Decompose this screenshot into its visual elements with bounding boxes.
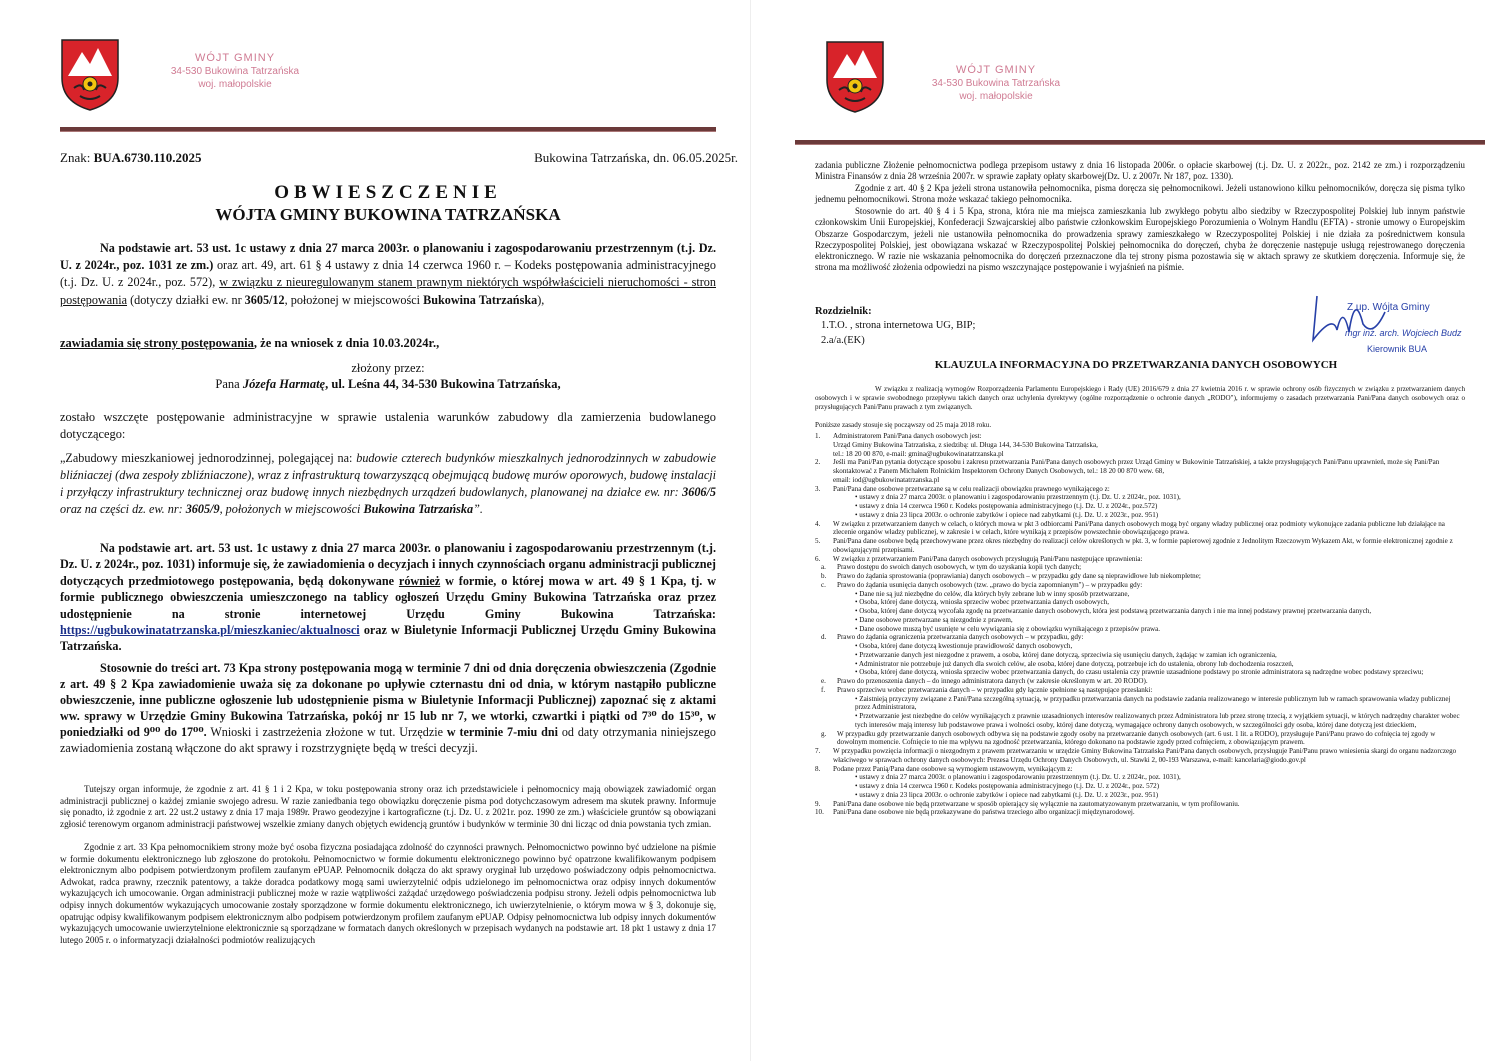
signature-title: Kierownik BUA bbox=[1367, 344, 1428, 354]
power-of-attorney-notice: Zgodnie z art. 33 Kpa pełnomocnikiem strony może być osoba fizyczna posiadająca zdolność do czynności prawnych. Pełnomocnictwo powinno być udzielone na piśmie w formie dokumentu elektronicznego lub zgłoszone do protokołu. Pełnomocnictwo w formie dokumentu elektronicznego powinno być opatrzone kwalifikowanym podpisem elektronicznym albo podpisem potwierdzonym profilem zaufanym ePUAP. Pełnomocnik dołącza do akt sprawy oryginał lub urzędowo poświadczony odpis pełnomocnictwa. Adwokat, radca prawny, rzecznik patentowy, a także doradca podatkowy mogą sami uwierzytelnić odpis udzielonego im pełnomocnictwa oraz odpisy innych dokumentów wykazujących ich umocowanie. Organ administracji publicznej może w razie wątpliwości zażądać urzędowego poświadczenia podpisu strony. Jeżeli odpis pełnomocnictwa lub odpisy innych dokumentów wykazujących umocowanie zostały sporządzone w formie dokumentu elektronicznego, ich uwierzytelnienie, o którym mowa w § 3, dokonuje się, opatrując odpisy kwalifikowanym podpisem elektronicznym albo podpisem potwierdzonym profilem zaufanym ePUAP. Odpisy pełnomocnictwa lub odpisy innych dokumentów wykazujących umocowanie uwierzytelnione elektronicznie są sporządzane w formatach danych określonych w przepisach wydanych na podstawie art. 18 pkt 1 ustawy z dnia 17 lutego 2005 r. o informatyzacji działalności podmiotów realizujących bbox=[60, 842, 716, 945]
gdpr-list-item bbox=[815, 782, 1465, 791]
list-number bbox=[815, 651, 833, 660]
address-change-notice: Tutejszy organ informuje, że zgodnie z art. 41 § 1 i 2 Kpa, w toku postępowania strony oraz ich przedstawiciele i pełnomocnicy mają obowiązek zawiadomić organ administracji publicznej o każdej zmianie swojego adresu. W razie zaniedbania tego obowiązku doręczenie pisma pod dotychczasowym adresem ma skutek prawny. Informuje się ponadto, iż zgodnie z art. 22 ust.2 ustawy z dnia 17 maja 1989r. Prawo geodezyjne i kartograficzne (t.j. Dz. U. z 2021r. poz. 1990 ze zm.) właściciele gruntów są obowiązani zgłosić terenowym organom administracji państwowej wszelkie zmiany danych objętych ewidencją gruntów i budynków w terminie 30 dni licząc od dnia powstania tych zmian. bbox=[60, 784, 716, 829]
gdpr-list-item bbox=[815, 791, 1465, 800]
gdpr-list-item bbox=[815, 502, 1465, 511]
page-subtitle: WÓJTA GMINY BUKOWINA TATRZAŃSKA bbox=[215, 205, 561, 224]
list-number bbox=[815, 668, 833, 677]
gdpr-list-item bbox=[815, 651, 1465, 660]
website-link[interactable]: https://ugbukowinatatrzanska.pl/mieszkaniec/aktualnosci bbox=[60, 623, 360, 638]
gdpr-list-item bbox=[815, 476, 1465, 485]
signature-name: mgr inż. arch. Wojciech Budz bbox=[1345, 328, 1462, 338]
submitted-by-label: złożony przez: bbox=[351, 361, 425, 375]
list-text: • Przetwarzanie jest niezbędne do celów wynikających z prawnie uzasadnionych interesów realizowanych przez Administratora lub przez stronę trzecią, z wyjątkiem sytuacji, w których nadrzędny charakter wobec tych interesów mają interesy lub podstawowe prawa i wolności osoby, której dane dotyczą, wymagające ochrony danych osobowych, w szczególności gdy osoba, której dane dotyczą jest dzieckiem, bbox=[855, 712, 1460, 729]
gdpr-list-item bbox=[815, 625, 1465, 634]
gdpr-list-item bbox=[815, 686, 1465, 695]
gdpr-list-item bbox=[815, 660, 1465, 669]
foreign-party-paragraph: Stosownie do art. 40 § 4 i 5 Kpa, strona, która nie ma miejsca zamieszkania lub zwykłego pobytu albo siedziby w Rzeczypospolitej Polskiej lub innym państwie członkowskim Unii Europejskiej, Konfederacji Szwajcarskiej albo państwie członkowskim Europejskiego Porozumienia o Wolnym Handlu (EFTA) - stronie umowy o Europejskim Obszarze Gospodarczym, jeżeli nie ustanowiła pełnomocnika do prowadzenia sprawy zamieszkałego w Rzeczypospolitej Polskiej i nie działa za pośrednictwem konsula Rzeczypospolitej Polskiej, jest obowiązana wskazać w Rzeczypospolitej Polskiej pełnomocnika do doręczeń, chyba że doręczenie następuje usługą rejestrowanego doręczenia elektronicznego. W razie nie wskazania pełnomocnika do doręczeń przeznaczone dla tej strony pisma pozostawia się w aktach sprawy ze skutkiem doręczenia. Informuje się, że strona ma możliwość złożenia odpowiedzi na pismo wszczynające postępowanie i wyjaśnień na piśmie. bbox=[815, 206, 1465, 273]
header-divider bbox=[60, 127, 716, 132]
list-text: W związku z przetwarzaniem danych w celach, o których mowa w pkt 3 odbiorcami Pani/Pana danych osobowych mogą być organy władzy publicznej oraz podmioty wykonujące zadania publiczne lub działające na zlecenie organów władzy publicznej, w zakresie i w celach, które wynikają z przepisów powszechnie obowiązującego prawa. bbox=[833, 519, 1445, 537]
gdpr-list-item bbox=[815, 712, 1465, 730]
notification-line: zawiadamia się strony postępowania, że na wniosek z dnia 10.03.2024r., bbox=[60, 336, 440, 350]
list-number bbox=[815, 450, 833, 459]
gdpr-list-item bbox=[815, 747, 1465, 765]
list-text: Prawo do żądania ograniczenia przetwarzania danych osobowych – w przypadku, gdy: bbox=[837, 633, 1084, 642]
list-number bbox=[815, 782, 833, 791]
page-title: OBWIESZCZENIE bbox=[274, 182, 502, 203]
list-text: Prawo dostępu do swoich danych osobowych, w tym do uzyskania kopii tych danych; bbox=[837, 563, 1082, 572]
signature-authority: Z up. Wójta Gminy bbox=[1347, 302, 1430, 313]
fee-paragraph: zadania publiczne Złożenie pełnomocnictwa podlega przepisom ustawy z dnia 16 listopada 2006r. o opłacie skarbowej (t.j. Dz. U. z 2022r., poz. 2142 ze zm.) i rozporządzeniu Ministra Finansów z dnia 28 września 2007r. w sprawie zapłaty opłaty skarbowej(Dz. U. z 2007r. Nr 187, poz. 1330). bbox=[815, 160, 1465, 182]
list-number bbox=[815, 695, 833, 713]
gdpr-list-item bbox=[815, 555, 1465, 564]
gdpr-list-item bbox=[815, 808, 1465, 817]
list-number: 1. bbox=[815, 432, 821, 440]
list-number bbox=[815, 590, 833, 599]
list-number bbox=[815, 441, 833, 450]
distribution-label: Rozdzielnik: bbox=[815, 306, 872, 317]
gdpr-list-item bbox=[815, 695, 1465, 713]
list-text: • Osoba, której dane dotyczą wycofała zgodę na przetwarzanie danych osobowych, która jest podstawą przetwarzania danych i nie ma innej podstawy prawnej przetwarzania danych, bbox=[855, 607, 1372, 615]
list-text: Jeśli ma Pani/Pan pytania dotyczące sposobu i zakresu przetwarzania Pani/Pana danych osobowych przez Urząd Gminy w Bukowinie Tatrzańskiej, a także przysługujących Pani/Panu uprawnień, może się Pani/Pan skontaktować z Panem Michałem Rolnickim Inspektorem Ochrony Danych Osobowych, tel.: 18 20 00 870 wew. 68, bbox=[833, 458, 1440, 475]
list-number bbox=[815, 607, 833, 616]
gdpr-list-item bbox=[815, 668, 1465, 677]
list-text: Pani/Pana dane osobowe nie będą przekazywane do państwa trzeciego albo organizacji międzynarodowej. bbox=[833, 808, 1135, 817]
list-text: Pani/Pana dane osobowe nie będą przetwarzane w sposób opierający się wyłącznie na zautomatyzowanym przetwarzaniu, w tym profilowaniu. bbox=[833, 799, 1240, 808]
distribution-item: 1.T.O. , strona internetowa UG, BIP; bbox=[821, 320, 976, 331]
list-text: • Przetwarzanie danych jest niezgodne z prawem, a osoba, której dane dotyczą, sprzeciwia się usunięciu danych, żądając w zamian ich ograniczenia, bbox=[855, 650, 1277, 659]
list-text: • ustawy z dnia 27 marca 2003r. o planowaniu i zagospodarowaniu przestrzennym (t.j. Dz. U. z 2024r., poz. 1031), bbox=[855, 493, 1181, 502]
list-number bbox=[815, 625, 833, 634]
gdpr-list-item bbox=[815, 441, 1465, 450]
list-number: 8. bbox=[815, 764, 821, 773]
list-number: 5. bbox=[815, 537, 821, 545]
gdpr-list-item bbox=[815, 511, 1465, 520]
list-number bbox=[815, 616, 833, 625]
list-number bbox=[815, 660, 833, 669]
list-number: f. bbox=[821, 685, 826, 694]
list-text: • Osoba, której dane dotyczą kwestionuje prawidłowość danych osobowych, bbox=[855, 642, 1073, 650]
list-number: 7. bbox=[815, 747, 821, 755]
list-text: • Zaistnieją przyczyny związane z Pani/Pana szczególną sytuacją, w przypadku przetwarzania danych na podstawie zadania realizowanego w interesie publicznym lub w ramach sprawowania władzy publicznej przez Administratora, bbox=[855, 694, 1451, 712]
list-number: 4. bbox=[815, 519, 821, 528]
distribution-item: 2.a/a.(EK) bbox=[821, 335, 865, 346]
list-text: • Administrator nie potrzebuje już danych dla swoich celów, ale osoba, której dane dotyczą, potrzebuje ich do ustalenia, obrony lub dochodzenia roszczeń, bbox=[855, 659, 1294, 668]
gdpr-list-item bbox=[815, 633, 1465, 642]
gdpr-list-item bbox=[815, 563, 1465, 572]
list-text: • Osoba, której dane dotyczą, wniosła sprzeciw wobec przetwarzania danych, do czasu ustalenia czy prawnie uzasadnione podstawy po stronie administratora są nadrzędne wobec podstawy sprzeciwu; bbox=[855, 668, 1424, 677]
attorney-delivery-paragraph: Zgodnie z art. 40 § 2 Kpa jeżeli strona ustanowiła pełnomocnika, pisma doręcza się pełnomocnikowi. Jeżeli ustanowiono kilku pełnomocników, doręcza się pisma tylko jednemu pełnomocnikowi. Strona może wskazać takiego pełnomocnika. bbox=[815, 183, 1465, 205]
list-text: tel.: 18 20 00 870, e-mail: gmina@ugbukowinatatrzanska.pl bbox=[833, 449, 1004, 458]
list-number bbox=[815, 511, 833, 520]
list-number bbox=[815, 476, 833, 485]
list-text: W przypadku powzięcia informacji o niezgodnym z prawem przetwarzaniu w urzędzie Gminy Bukowina Tatrzańska Pani/Pana danych osobowych, przysługuje Pani/Panu prawo wniesienia skargi do organu nadzorczego właściwego w sprawach ochrony danych osobowych: Prezesa Urzędu Ochrony Danych Osobowych, ul. Stawki 2, 00-193 Warszawa, e-mail: kancelaria@giodo.gov.pl bbox=[833, 747, 1457, 764]
list-number: 6. bbox=[815, 554, 821, 563]
list-text: Pani/Pana dane osobowe będą przechowywane przez okres niezbędny do realizacji celów określonych w pkt. 3, w formie papierowej zgodnie z Jednolitym Rzeczowym Wykazem Akt, w formie elektronicznej zgodnie z obowiązującymi przepisami. bbox=[833, 537, 1453, 554]
list-text: W przypadku gdy przetwarzanie danych osobowych odbywa się na podstawie zgody osoby na przetwarzanie danych osobowych (art. 6 ust. 1 lit. a RODO), przysługuje Pani/Panu prawo do cofnięcia tej zgody w dowolnym momencie. Cofnięcie to nie ma wpływu na zgodność przetwarzania, którego dokonano na podstawie zgody przed cofnięciem, z obowiązującym prawem. bbox=[837, 729, 1436, 747]
case-sign: Znak: BUA.6730.110.2025 bbox=[60, 150, 202, 165]
list-text: Prawo do żądania usunięcia danych osobowych (tzw. „prawo do bycia zapomnianym") – w przypadku gdy: bbox=[837, 580, 1143, 589]
list-number: 2. bbox=[815, 458, 821, 467]
list-number: a. bbox=[821, 563, 826, 572]
list-number: 9. bbox=[815, 799, 821, 808]
list-text: • ustawy z dnia 14 czerwca 1960 r. Kodeks postępowania administracyjnego (t.j. Dz. U. z 2024r., poz. 572) bbox=[855, 782, 1160, 790]
list-number: b. bbox=[821, 572, 827, 580]
gdpr-list bbox=[815, 432, 1465, 817]
list-text: • ustawy z dnia 14 czerwca 1960 r. Kodeks postępowania administracyjnego (t.j. Dz. U. z 2024r., poz.572) bbox=[855, 502, 1158, 510]
list-number: e. bbox=[821, 677, 826, 685]
project-description: „Zabudowy mieszkaniowej jednorodzinnej, polegającej na: budowie czterech budynków mieszkalnych jednorodzinnych w zabudowie bliźniaczej (dwa zespoły zbliźniaczone), wraz z infrastrukturą towarzyszącą obejmującą budowę murów oporowych, budowę instalacji i przyłączy infrastruktury technicznej oraz budowę innych niezbędnych urządzeń budowlanych, planowanej na działce ew. nr: 3606/5 oraz na części dz. ew. nr: 3605/9, położonych w miejscowości Bukowina Tatrzańska”. bbox=[60, 451, 716, 516]
header-divider bbox=[795, 140, 1485, 145]
gdpr-list-item bbox=[815, 581, 1465, 590]
signature-block bbox=[1303, 284, 1462, 354]
gdpr-list-item bbox=[815, 677, 1465, 686]
coat-of-arms-icon bbox=[825, 40, 885, 114]
list-number bbox=[815, 493, 833, 502]
gdpr-list-item bbox=[815, 616, 1465, 625]
gdpr-list-item bbox=[815, 800, 1465, 809]
gdpr-list-item bbox=[815, 765, 1465, 774]
gdpr-date-note: Poniższe zasady stosuje się począwszy od 25 maja 2018 roku. bbox=[815, 421, 992, 429]
list-text: Pani/Pana dane osobowe przetwarzane są w celu realizacji obowiązku prawnego wynikającego z: bbox=[833, 484, 1110, 493]
office-stamp: WÓJT GMINY 34-530 Bukowina Tatrzańska woj. małopolskie bbox=[931, 64, 1061, 102]
list-number: d. bbox=[821, 633, 827, 642]
gdpr-intro: W związku z realizacją wymogów Rozporządzenia Parlamentu Europejskiego i Rady (UE) 2016/679 z dnia 27 kwietnia 2016 r. w sprawie ochrony osób fizycznych w związku z przetwarzaniem danych osobowych i w sprawie swobodnego przepływu takich danych oraz uchylenia dyrektywy (ogólne rozporządzenie o ochronie danych „RODO"), informujemy o zasadach przetwarzania Pani/Pana danych osobowych oraz o przysługujących Pani/Panu prawach z tym związanych. bbox=[815, 385, 1465, 411]
gdpr-list-item bbox=[815, 773, 1465, 782]
list-text: Prawo do żądania sprostowania (poprawiania) danych osobowych – w przypadku gdy dane są nieprawidłowe lub niekompletne; bbox=[837, 572, 1201, 580]
gdpr-list-item bbox=[815, 642, 1465, 651]
handwritten-signature-icon bbox=[1303, 284, 1403, 350]
list-number: c. bbox=[821, 580, 826, 589]
list-text: Prawo do przenoszenia danych – do innego administratora danych (w zakresie określonym w art. 20 RODO). bbox=[837, 677, 1148, 685]
list-number: g. bbox=[821, 729, 827, 738]
list-text: • ustawy z dnia 23 lipca 2003r. o ochronie zabytków i opiece nad zabytkami (t.j. Dz. U. z 2023r., poz. 951) bbox=[855, 790, 1159, 799]
list-number bbox=[815, 773, 833, 782]
list-number: 3. bbox=[815, 484, 821, 493]
procedure-paragraph: zostało wszczęte postępowanie administracyjne w sprawie ustalenia warunków zabudowy dla zamierzenia budowlanego dotyczącego: bbox=[60, 410, 716, 441]
list-text: • ustawy z dnia 23 lipca 2003r. o ochronie zabytków i opiece nad zabytkami (t.j. Dz. U. z 2023r., poz. 951) bbox=[855, 510, 1159, 519]
gdpr-list-item bbox=[815, 485, 1465, 494]
inspection-paragraph: Stosownie do treści art. 73 Kpa strony postępowania mogą w terminie 7 dni od dnia doręczenia obwieszczenia (Zgodnie z art. 49 § 2 Kpa zawiadomienie uważa się za dokonane po upływie czternastu dni od dnia, w którym nastąpiło publiczne obwieszczenie, inne publiczne ogłoszenie lub udostępnienie pisma w Biuletynie Informacji Publicznej) zapoznać się z aktami ww. sprawy w Urzędzie Gminy Bukowina Tatrzańska, pokój nr 15 lub nr 7, we wtorki, czwartki i piątki od 7³⁰ do 15³⁰, w poniedziałki od 9⁰⁰ do 17⁰⁰. Wnioski i zastrzeżenia złożone w tut. Urzędzie w terminie 7-miu dni od daty otrzymania niniejszego zawiadomienia zostaną włączone do akt sprawy i rozstrzygnięte będą w treści decyzji. bbox=[60, 661, 716, 756]
list-text: • Dane osobowe muszą być usunięte w celu wywiązania się z obowiązku wynikającego z przepisów prawa. bbox=[855, 624, 1161, 633]
gdpr-list-item bbox=[815, 493, 1465, 502]
publication-paragraph: Na podstawie art. art. 53 ust. 1c ustawy z dnia 27 marca 2003r. o planowaniu i zagospodarowaniu przestrzennym (t.j. Dz. U. z 2024r., poz. 1031) informuje się, że zawiadomienia o decyzjach i innych czynnościach organu administracji publicznej dotyczących przedmiotowego postępowania, będą dokonywane również w formie, o której mowa w art. 49 § 1 Kpa, tj. w formie publicznego obwieszczenia umieszczonego na tablicy ogłoszeń Urzędu Gminy Bukowina Tatrzańska oraz przez udostępnienie na stronie internetowej Urzędu Gminy Bukowina Tatrzańska: https://ugbukowinatatrzanska.pl/mieszkaniec/aktualnosci oraz w Biuletynie Informacji Publicznej Urzędu Gminy Bukowina Tatrzańska. bbox=[60, 541, 716, 654]
list-number bbox=[815, 712, 833, 730]
gdpr-clause-title: KLAUZULA INFORMACYJNA DO PRZETWARZANIA DANYCH OSOBOWYCH bbox=[934, 359, 1338, 371]
list-number bbox=[815, 598, 833, 607]
list-text: Prawo sprzeciwu wobec przetwarzania danych – w przypadku gdy łącznie spełnione są następujące przesłanki: bbox=[837, 685, 1153, 694]
gdpr-list-item bbox=[815, 598, 1465, 607]
list-number bbox=[815, 642, 833, 651]
list-text: Podane przez Panią/Pana dane osobowe są wymogiem ustawowym, wynikającym z: bbox=[833, 764, 1073, 773]
coat-of-arms-icon bbox=[60, 38, 120, 112]
gdpr-list-item bbox=[815, 432, 1465, 441]
gdpr-list-item bbox=[815, 520, 1465, 538]
applicant-line: Pana Józefa Harmatę, ul. Leśna 44, 34-530 Bukowina Tatrzańska, bbox=[215, 377, 561, 391]
list-text: • Dane nie są już niezbędne do celów, dla których były zebrane lub w inny sposób przetwarzane, bbox=[855, 589, 1130, 598]
gdpr-list-item bbox=[815, 458, 1465, 476]
list-number: 10. bbox=[815, 808, 824, 817]
list-text: • ustawy z dnia 27 marca 2003r. o planowaniu i zagospodarowaniu przestrzennym (t.j. Dz. U. z 2024r., poz. 1031), bbox=[855, 773, 1181, 782]
gdpr-list-item bbox=[815, 590, 1465, 599]
list-text: Urząd Gminy Bukowina Tatrzańska, z siedzibą: ul. Długa 144, 34-530 Bukowina Tatrzańska, bbox=[833, 440, 1098, 449]
notice-page-right bbox=[750, 0, 1500, 1061]
list-number bbox=[815, 791, 833, 800]
gdpr-list-item bbox=[815, 607, 1465, 616]
gdpr-list-item bbox=[815, 450, 1465, 459]
office-stamp: WÓJT GMINY 34-530 Bukowina Tatrzańska woj. małopolskie bbox=[170, 52, 300, 90]
gdpr-list-item bbox=[815, 572, 1465, 581]
list-number bbox=[815, 502, 833, 511]
legal-basis-paragraph: Na podstawie art. 53 ust. 1c ustawy z dnia 27 marca 2003r. o planowaniu i zagospodarowaniu przestrzennym (t.j. Dz. U. z 2024r., poz. 1031 ze zm.) oraz art. 49, art. 61 § 4 ustawy z dnia 14 czerwca 1960 r. – Kodeks postępowania administracyjnego (t.j. Dz. U. z 2024r., poz. 572), w związku z nieuregulowanym stanem prawnym niektórych współwłaścicieli nieruchomości - stron postępowania (dotyczy działki ew. nr 3605/12, położonej w miejscowości Bukowina Tatrzańska), bbox=[60, 241, 716, 307]
gdpr-list-item bbox=[815, 730, 1465, 748]
list-text: email: iod@ugbukowinatatrzanska.pl bbox=[833, 475, 940, 484]
list-text: • Dane osobowe przetwarzane są niezgodnie z prawem, bbox=[855, 615, 1013, 624]
list-text: Administratorem Pani/Pana danych osobowych jest: bbox=[833, 432, 982, 440]
place-date: Bukowina Tatrzańska, dn. 06.05.2025r. bbox=[534, 150, 738, 165]
list-text: W związku z przetwarzaniem Pani/Pana danych osobowych przysługują Pani/Panu następujące uprawnienia: bbox=[833, 554, 1143, 563]
list-text: • Osoba, której dane dotyczą, wniosła sprzeciw wobec przetwarzania danych osobowych, bbox=[855, 598, 1110, 607]
gdpr-list-item bbox=[815, 537, 1465, 555]
